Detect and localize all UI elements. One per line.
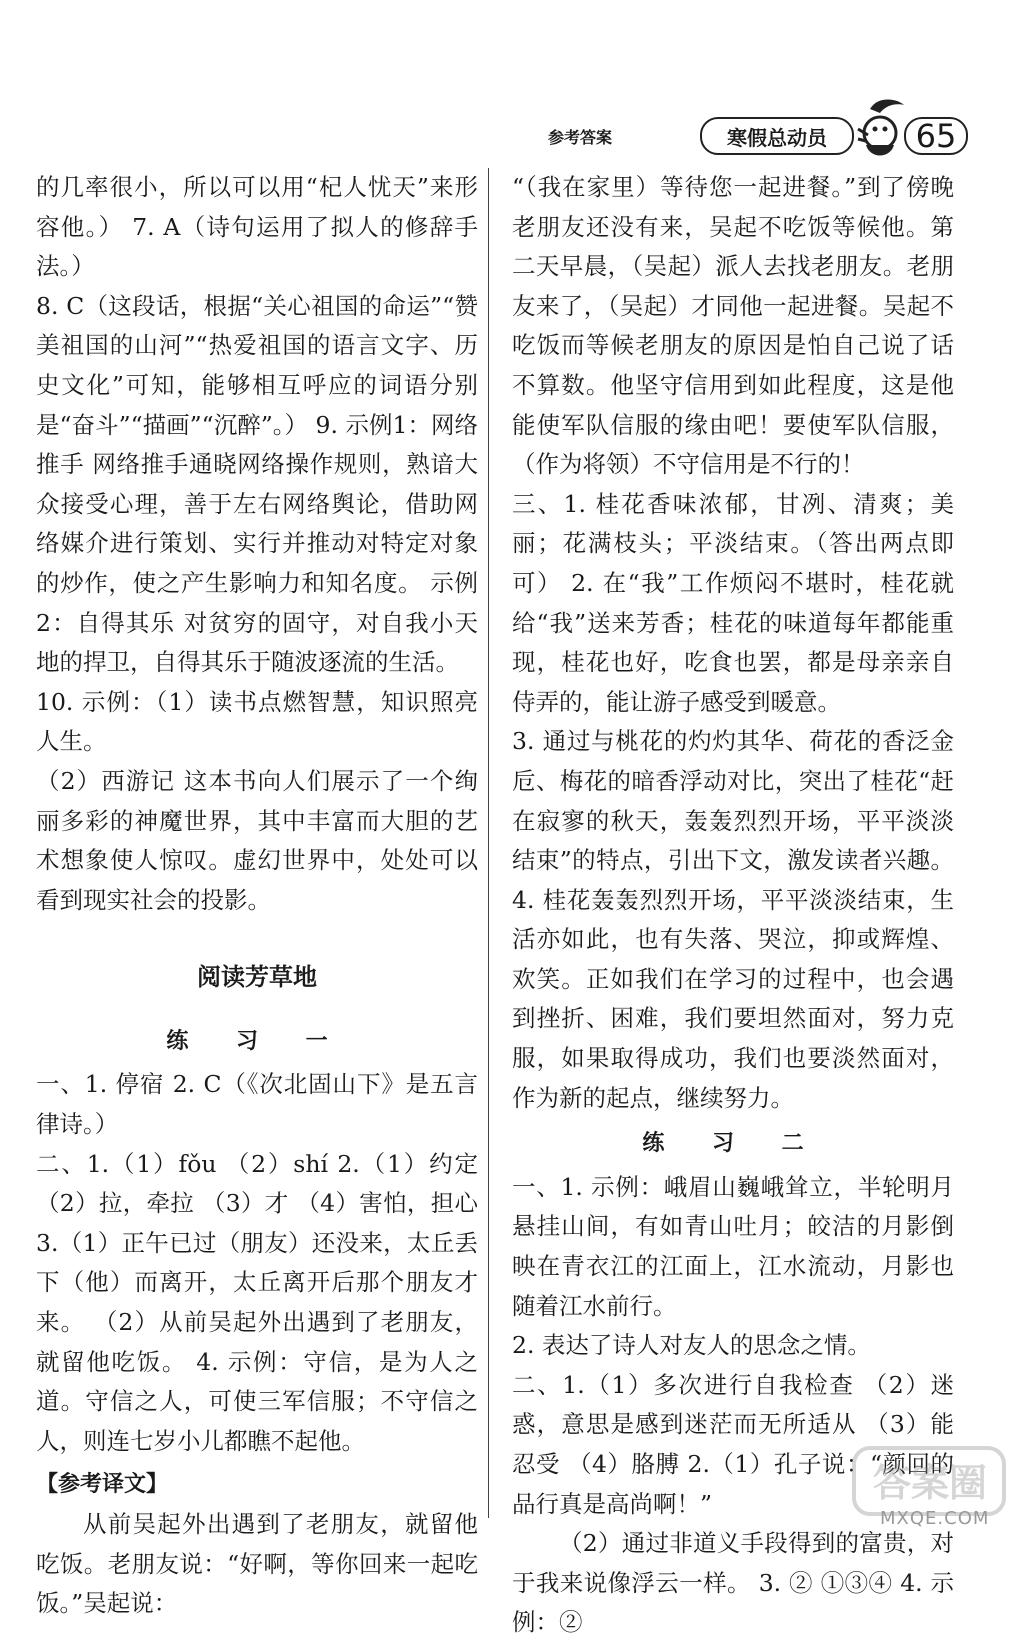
- answer-paragraph: 的几率很小，所以可以用“杞人忧天”来形容他。） 7. A（诗句运用了拟人的修辞手法。）: [36, 173, 478, 281]
- page-header: [0, 95, 1020, 165]
- answer-paragraph: （2）通过非道义手段得到的富贵，对于我来说像浮云一样。 3. ② ①③④ 4. 示例：②: [512, 1529, 954, 1637]
- column-divider: [488, 168, 489, 1518]
- answer-paragraph: 二、1.（1）fǒu （2）shí 2.（1）约定 （2）拉，牵拉 （3）才 （4）害怕，担心 3.（1）正午已过（朋友）还没来，太丘丢下（他）而离开，太丘离开后那个朋友才来。 （2）从前吴起外出遇到了老朋友，就留他吃饭。 4. 示例：守信，是为人之道。守信之人，可使三军信服；不守信之人，则连七岁小儿都瞧不起他。: [36, 1149, 478, 1455]
- answer-paragraph: 10. 示例：（1）读书点燃智慧，知识照亮人生。: [36, 687, 478, 756]
- answer-paragraph: 3. 通过与桃花的灼灼其华、荷花的香泛金卮、梅花的暗香浮动对比，突出了桂花“赶在寂寥的秋天，轰轰烈烈开场，平平淡淡结束”的特点，引出下文，激发读者兴趣。 4. 桂花轰轰烈烈开场，平平淡淡结束，生活亦如此，也有失落、哭泣，抑或辉煌、欢笑。正如我们在学习的过程中，也会遇到挫折、困难，我们要坦然面对，努力克服，如果取得成功，我们也要淡然面对，作为新的起点，继续努力。: [512, 727, 954, 1112]
- series-title: 寒假总动员: [727, 125, 827, 150]
- watermark-logo-text: 答案圈: [872, 1461, 988, 1505]
- page-number-badge: [904, 117, 968, 155]
- mascot-icon: [850, 95, 910, 165]
- answer-paragraph: 三、1. 桂花香味浓郁，甘冽、清爽；美丽；花满枝头；平淡结束。（答出两点即可） 2. 在“我”工作烦闷不堪时，桂花就给“我”送来芳香；桂花的味道每年都能重现，桂花也好，吃食也罢，都是母亲亲自侍弄的，能让游子感受到暖意。: [512, 489, 954, 716]
- series-title-badge: [700, 117, 854, 155]
- answer-paragraph: （2）西游记 这本书向人们展示了一个绚丽多彩的神魔世界，其中丰富而大胆的艺术想象使人惊叹。虚幻世界中，处处可以看到现实社会的投影。: [36, 766, 478, 914]
- answer-paragraph: 2. 表达了诗人对友人的思念之情。: [512, 1331, 871, 1360]
- translation-paragraph: “（我在家里）等待您一起进餐。”到了傍晚老朋友还没有来，吴起不吃饭等候他。第二天早晨，（吴起）派人去找老朋友。老朋友来了，（吴起）才同他一起进餐。吴起不吃饭而等候老朋友的原因是怕自己说了话不算数。他坚守信用到如此程度，这是他能使军队信服的缘由吧！要使军队信服，（作为将领）不守信用是不行的！: [512, 173, 954, 479]
- exercise-title: 练 习 二: [642, 1131, 824, 1157]
- reference-answer-label: 参考答案: [548, 128, 613, 147]
- exercise-title: 练 习 一: [166, 1028, 348, 1054]
- right-column: [512, 168, 954, 1643]
- answer-paragraph: 8. C（这段话，根据“关心祖国的命运”“赞美祖国的山河”“热爱祖国的语言文字、历史文化”可知，能够相互呼应的词语分别是“奋斗”“描画”“沉醉”。） 9. 示例1：网络推手 网络推手通晓网络操作规则，熟谙大众接受心理，善于左右网络舆论，借助网络媒介进行策划、实行并推动对特定对象的炒作，使之产生影响力和知名度。 示例2：自得其乐 对贫穷的固守，对自我小天地的捍卫，自得其乐于随波逐流的生活。: [36, 291, 478, 677]
- answer-paragraph: 一、1. 停宿 2. C（《次北固山下》是五言律诗。）: [36, 1070, 478, 1139]
- reference-translation-title: 【参考译文】: [36, 1472, 169, 1498]
- section-title: 阅读芳草地: [197, 963, 317, 992]
- left-column: [36, 168, 478, 1624]
- answer-paragraph: 二、1.（1）多次进行自我检查 （2）迷惑，意思是感到迷茫而无所适从 （3）能忍受 （4）胳膊 2.（1）孔子说：“颜回的品行真是高尚啊！”: [512, 1370, 954, 1518]
- translation-paragraph: 从前吴起外出遇到了老朋友，就留他吃饭。老朋友说：“好啊，等你回来一起吃饭。”吴起说：: [36, 1510, 478, 1618]
- page-number: 65: [915, 117, 957, 155]
- answer-paragraph: 一、1. 示例：峨眉山巍峨耸立，半轮明月悬挂山间，有如青山吐月；皎洁的月影倒映在青衣江的江面上，江水流动，月影也随着江水前行。: [512, 1172, 954, 1320]
- watermark-domain: MXQE.COM: [880, 1508, 990, 1529]
